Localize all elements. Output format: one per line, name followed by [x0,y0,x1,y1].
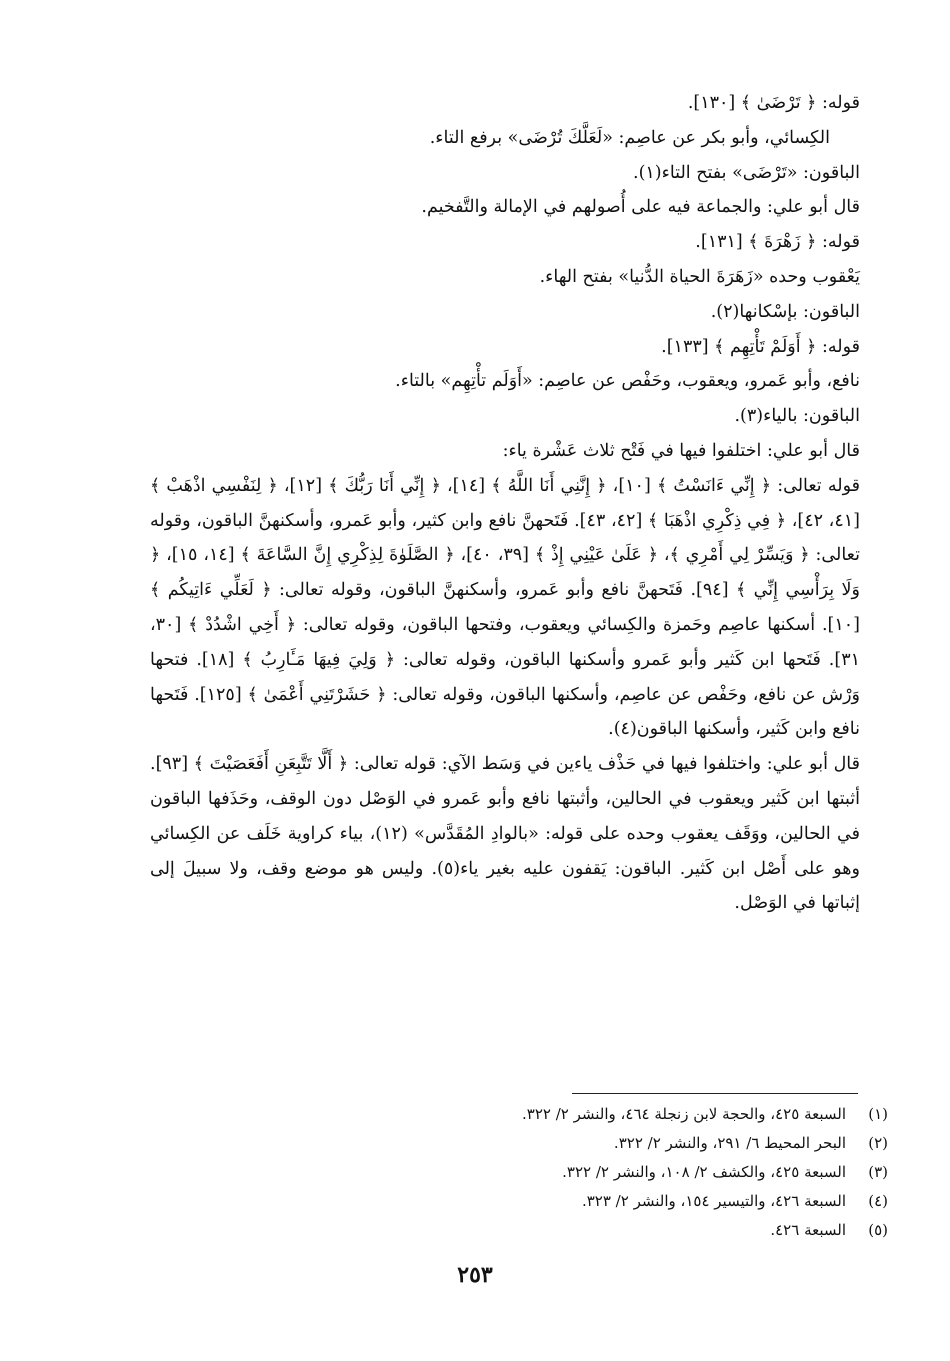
footnote-text: السبعة ٤٢٥، والحجة لابن زنجلة ٤٦٤، والنشر ٢/ ٣٢٢. [522,1105,846,1123]
text-line: قال أبو علي: اختلفوا فيها في فَتْح ثلاث عَشْرة ياء: [502,440,860,461]
footnote-number: (٥) [868,1221,888,1239]
footnote [88,1216,888,1245]
text-line: قال أبو علي: والجماعة فيه على أُصولهم في الإمالة والتَّفخيم. [421,197,860,218]
page-number: ٢٥٣ [457,1262,493,1288]
text-line: الباقون: بالياء(٣). [734,406,860,427]
text-line: يَعْقوب وحده «زَهَرَةَ الحياة الدُّنيا» بفتح الهاء. [539,266,860,287]
footnote [88,1129,888,1158]
footnotes [88,1100,888,1245]
footnote-divider [572,1093,858,1094]
main-text [150,86,860,921]
text-line: قوله: ﴿ زَهْرَةَ ﴾ [١٣١]. [695,232,860,253]
footnote-text: السبعة ٤٢٦. [770,1221,846,1239]
footnote [88,1100,888,1129]
footnote-number: (٣) [868,1163,888,1181]
footnote-number: (١) [868,1105,888,1123]
text-line: قوله: ﴿ تَرْضَىٰ ﴾ [١٣٠]. [687,93,860,113]
text-line: الباقون: بإسْكانها(٢). [710,301,860,322]
text-line: نافع، وأبو عَمرو، ويعقوب، وحَفْص عن عاصِم: «أَوَلَم تأْتِهِم» بالتاء. [395,371,860,392]
footnote-text: السبعة ٤٢٥، والكشف ٢/ ١٠٨، والنشر ٢/ ٣٢٢. [562,1163,846,1181]
footnote-number: (٢) [868,1134,888,1152]
footnote-number: (٤) [868,1192,888,1210]
paragraph: قال أبو علي: واختلفوا فيها في حَذْف ياءين في وَسَط الآي: قوله تعالى: ﴿ أَلَّا تَتَّبِعَنِ أَفَعَصَيْتَ ﴾ [٩٣]. أثبتها ابن كَثير ويعقوب في الحالين، وأثبتها نافع وأبو عَمرو في الوَصْل دون الوقف، وحَذَفها الباقون في الحالين، ووَقَف يعقوب وحده على قوله: «بالوادِ المُقَدَّس» (١٢)، بياء كراوية خَلَف عن الكِسائي وهو على أَصْل ابن كَثير. الباقون: يَقفون عليه بغير ياء(٥). وليس هو موضع وقف، ولا سبيلَ إلى إثباتها في الوَصْل. [150,754,860,914]
footnote-text: البحر المحيط ٦/ ٢٩١، والنشر ٢/ ٣٢٢. [613,1134,846,1152]
footnote-text: السبعة ٤٢٦، والتيسير ١٥٤، والنشر ٢/ ٣٢٣. [581,1192,846,1210]
footnote [88,1158,888,1187]
footnote [88,1187,888,1216]
text-line: قوله: ﴿ أَوَلَمْ تَأْتِهِم ﴾ [١٣٣]. [661,336,860,357]
paragraph: قوله تعالى: ﴿ إِنِّي ءَانَسْتُ ﴾ [١٠]، ﴿ إِنَّنِي أَنَا اللَّهُ ﴾ [١٤]، ﴿ إِنِّي أَنَا رَبُّكَ ﴾ [١٢]، ﴿ لِنَفْسِي اذْهَبْ ﴾ [٤١، ٤٢]، ﴿ فِي ذِكْرِي اذْهَبَا ﴾ [٤٢، ٤٣]. فَتَحهنَّ نافع وابن كثير، وأبو عَمرو، وأسكنهنَّ الباقون، وقوله تعالى: ﴿ وَيَسِّرْ لِي أَمْرِي ﴾، ﴿ عَلَىٰ عَيْنِي إِذْ ﴾ [٣٩، ٤٠]، ﴿ الصَّلَوٰةَ لِذِكْرِي إِنَّ السَّاعَةَ ﴾ [١٤، ١٥]، ﴿ وَلَا بِرَأْسِي إِنِّي ﴾ [٩٤]. فَتَحهنَّ نافع وأبو عَمرو، وأسكنهنَّ الباقون، وقوله تعالى: ﴿ لَعَلِّي ءَاتِيكُم ﴾ [١٠]. أسكنها عاصِم وحَمزة والكِسائي ويعقوب، وفتحها الباقون، وقوله تعالى: ﴿ أَخِي اشْدُدْ ﴾ [٣٠، ٣١]. فَتَحها ابن كَثير وأبو عَمرو وأسكنها الباقون، وقوله تعالى: ﴿ وَلِيَ فِيهَا مَـَٔارِبُ ﴾ [١٨]. فتحها وَرْش عن نافع، وحَفْص عن عاصِم، وأسكنها الباقون، وقوله تعالى: ﴿ حَشَرْتَنِي أَعْمَىٰ ﴾ [١٢٥]. فَتَحها نافع وابن كَثير، وأسكنها الباقون(٤). [150,475,861,740]
text-line: الباقون: «تَرْضَى» بفتح التاء(١). [633,162,860,183]
text-line: الكِسائي، وأبو بكر عن عاصِم: «لَعَلَّكَ تُرْضَى» برفع التاء. [429,127,830,148]
